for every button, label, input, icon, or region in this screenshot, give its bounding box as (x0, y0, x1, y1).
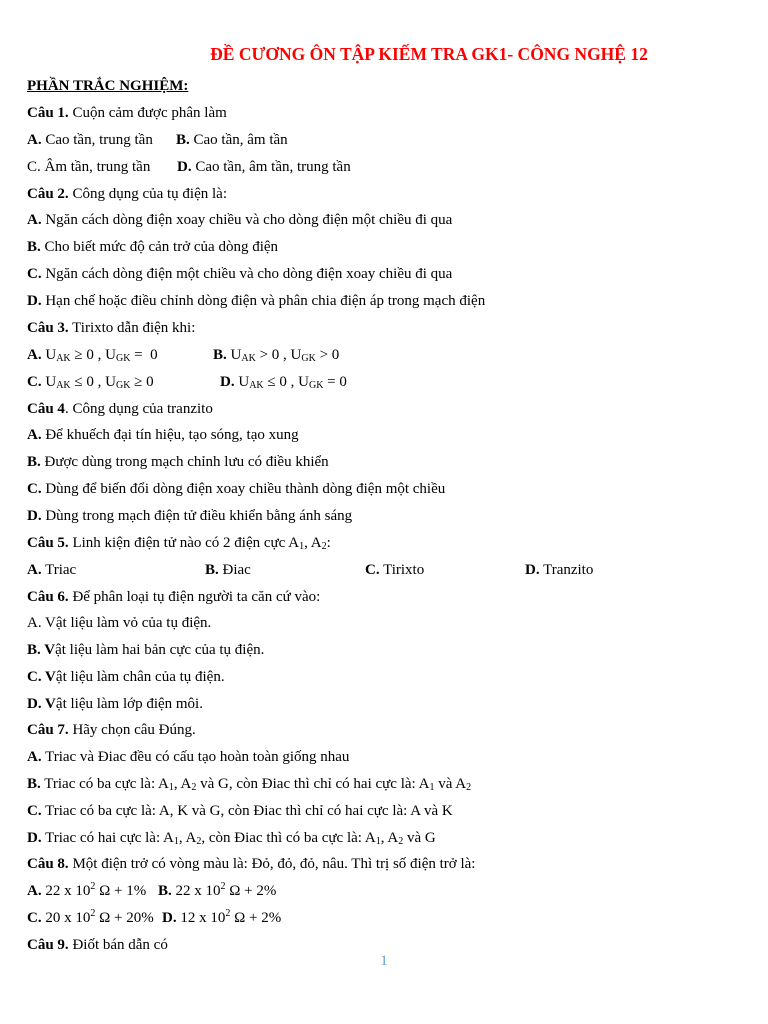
q4-option-c: C. Dùng để biến đổi dòng điện xoay chiều thành dòng điện một chiều (27, 481, 446, 497)
document-title: ĐỀ CƯƠNG ÔN TẬP KIẾM TRA GK1- CÔNG NGHỆ 12 (210, 44, 648, 64)
question-5: Câu 5. Linh kiện điện tử nào có 2 điện cực $A_1$, $A_2$: (27, 535, 331, 552)
q7-option-b: B. Triac có ba cực là: $A_1$, $A_2$ và G, còn Điac thì chỉ có hai cực là: $A_1$ và $A_2$ (27, 776, 472, 793)
q3-option-a: A. $U_{AK} \ge 0$ , $U_{GK} = 0$ (27, 347, 158, 364)
q2-option-b: B. Cho biết mức độ cản trở của dòng điện (27, 239, 279, 255)
page-number: 1 (380, 953, 388, 969)
q7-option-a: A. Triac và Điac đều có cấu tạo hoàn toàn giống nhau (27, 749, 350, 765)
q1-option-d: D. Cao tần, âm tần, trung tần (177, 159, 351, 175)
q4-option-d: D. Dùng trong mạch điện tử điều khiển bằng ánh sáng (27, 508, 353, 524)
question-9: Câu 9. Điốt bán dẫn có (27, 937, 168, 953)
q6-option-a: A. Vật liệu làm vỏ của tụ điện. (27, 615, 212, 631)
q2-option-c: C. Ngăn cách dòng điện một chiều và cho dòng điện xoay chiều đi qua (27, 266, 453, 282)
question-4: Câu 4. Công dụng của tranzito (27, 401, 213, 417)
q8-option-b: B. 22 x $10^2$ Ω + 2% (158, 881, 277, 899)
q8-option-d: D. 12 x $10^2$ Ω + 2% (162, 908, 282, 926)
question-8: Câu 8. Một điện trở có vòng màu là: Đỏ, đỏ, đỏ, nâu. Thì trị số điện trở là: (27, 856, 476, 872)
q2-option-a: A. Ngăn cách dòng điện xoay chiều và cho dòng điện một chiều đi qua (27, 212, 453, 228)
q7-option-d: D. Triac có hai cực là: $A_1$, $A_2$, còn Điac thì có ba cực là: $A_1$, $A_2$ và G (27, 830, 436, 847)
q3-option-d: D. $U_{AK} \le 0$ , $U_{GK} = 0$ (220, 374, 347, 391)
q8-option-c: C. 20 x $10^2$ Ω + 20% (27, 908, 154, 926)
q3-option-b: B. $U_{AK} > 0$ , $U_{GK} > 0$ (213, 347, 340, 364)
q4-option-b: B. Được dùng trong mạch chỉnh lưu có điều khiển (27, 454, 329, 470)
question-3: Câu 3. Tirixto dẫn điện khi: (27, 320, 196, 336)
question-2: Câu 2. Công dụng của tụ điện là: (27, 186, 227, 202)
question-7: Câu 7. Hãy chọn câu Đúng. (27, 722, 196, 738)
q6-option-d: D. Vật liệu làm lớp điện môi. (27, 696, 203, 712)
q5-option-a: A. Triac (27, 562, 77, 578)
q1-option-b: B. Cao tần, âm tần (176, 132, 288, 148)
section-heading: PHẦN TRẮC NGHIỆM: (27, 78, 189, 94)
q1-option-a: A. Cao tần, trung tần (27, 132, 153, 148)
q2-option-d: D. Hạn chế hoặc điều chỉnh dòng điện và phân chia điện áp trong mạch điện (27, 293, 486, 309)
question-1: Câu 1. Cuộn cảm được phân làm (27, 105, 227, 121)
q3-option-c: C. $U_{AK} \le 0$ , $U_{GK} \ge 0$ (27, 374, 154, 391)
q5-option-b: B. Điac (205, 562, 251, 578)
question-6: Câu 6. Để phân loại tụ điện người ta căn cứ vào: (27, 589, 321, 605)
q4-option-a: A. Để khuếch đại tín hiệu, tạo sóng, tạo xung (27, 427, 299, 443)
q5-option-c: C. Tirixto (365, 562, 425, 578)
q1-option-c: C. Âm tần, trung tần (27, 159, 151, 175)
q8-option-a: A. 22 x $10^2$ Ω + 1% (27, 881, 147, 899)
q6-option-b: B. Vật liệu làm hai bản cực của tụ điện. (27, 642, 265, 658)
q6-option-c: C. Vật liệu làm chân của tụ điện. (27, 669, 225, 685)
q7-option-c: C. Triac có ba cực là: A, K và G, còn Điac thì chỉ có hai cực là: A và K (27, 803, 453, 819)
q5-option-d: D. Tranzito (525, 562, 594, 578)
